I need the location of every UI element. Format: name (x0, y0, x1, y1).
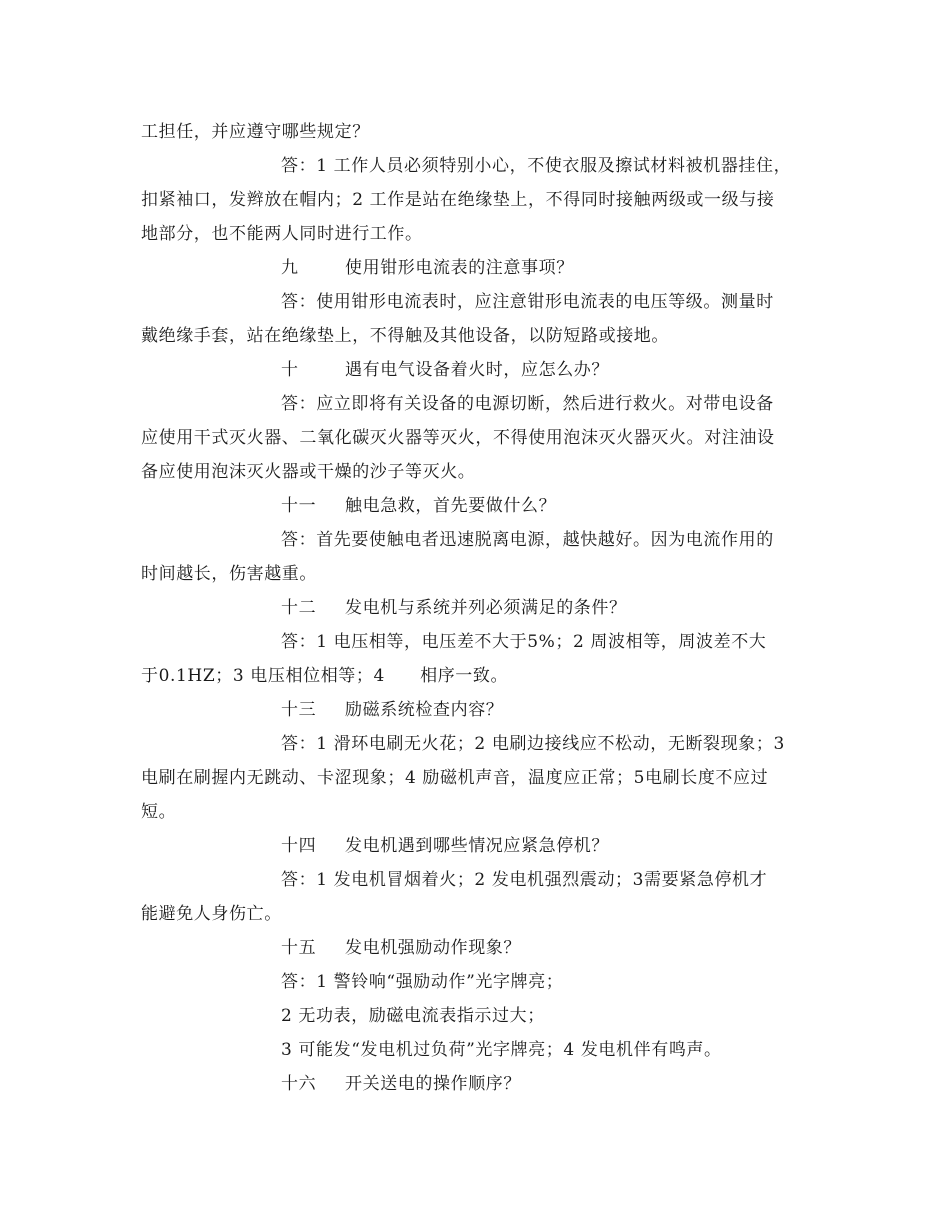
question-heading (141, 251, 813, 285)
answer-line: 答：应立即将有关设备的电源切断，然后进行救火。对带电设备 (281, 394, 774, 414)
answer-line: 答：使用钳形电流表时，应注意钳形电流表的电压等级。测量时 (281, 292, 774, 312)
answer-line: 短。 (141, 802, 177, 822)
question-number: 十四 (281, 836, 317, 856)
question-number: 十一 (281, 496, 317, 516)
question-heading (141, 489, 813, 523)
answer-line: 答：1 滑环电刷无火花；2 电刷边接线应不松动，无断裂现象；3 (281, 734, 785, 754)
question-text: 遇有电气设备着火时，应怎么办？ (345, 360, 609, 380)
question-number: 十五 (281, 938, 317, 958)
answer-line: 于0.1HZ；3 电压相位相等；4 相序一致。 (141, 666, 509, 686)
question-text: 使用钳形电流表的注意事项？ (345, 258, 574, 278)
question-number: 十三 (281, 700, 317, 720)
answer-line: 应使用干式灭火器、二氧化碳灭火器等灭火，不得使用泡沫灭火器灭火。对注油设 (141, 428, 775, 448)
question-number: 十二 (281, 598, 317, 618)
answer-line: 能避免人身伤亡。 (141, 904, 282, 924)
answer-line: 答：1 电压相等，电压差不大于5%；2 周波相等，周波差不大 (281, 632, 767, 652)
question-text: 发电机强励动作现象？ (345, 938, 521, 958)
question-number: 九 (281, 258, 299, 278)
question-heading (141, 931, 813, 965)
question-heading (141, 1067, 813, 1101)
question-heading (141, 829, 813, 863)
answer-line: 答：首先要使触电者迅速脱离电源，越快越好。因为电流作用的 (281, 530, 774, 550)
answer-line: 地部分，也不能两人同时进行工作。 (141, 224, 423, 244)
question-text: 开关送电的操作顺序？ (345, 1074, 521, 1094)
question-heading (141, 693, 813, 727)
answer-line: 答：1 警铃响“强励动作”光字牌亮； (281, 972, 564, 992)
answer-line: 答：1 发电机冒烟着火；2 发电机强烈震动；3需要紧急停机才 (281, 870, 768, 890)
answer-line: 时间越长，伤害越重。 (141, 564, 317, 584)
question-heading (141, 353, 813, 387)
question-number: 十六 (281, 1074, 317, 1094)
question-text: 励磁系统检查内容？ (345, 700, 504, 720)
question-heading (141, 591, 813, 625)
intro-tail-line: 工担任，并应遵守哪些规定？ (141, 122, 370, 142)
answer-line: 2 无功表，励磁电流表指示过大； (281, 1006, 545, 1026)
answer-line: 戴绝缘手套，站在绝缘垫上，不得触及其他设备，以防短路或接地。 (141, 326, 669, 346)
answer-line: 备应使用泡沫灭火器或干燥的沙子等灭火。 (141, 462, 476, 482)
question-text: 发电机与系统并列必须满足的条件？ (345, 598, 627, 618)
answer-line: 电刷在刷握内无跳动、卡涩现象；4 励磁机声音，温度应正常；5电刷长度不应过 (141, 768, 769, 788)
question-text: 触电急救，首先要做什么？ (345, 496, 557, 516)
answer-line: 3 可能发“发电机过负荷”光字牌亮；4 发电机伴有鸣声。 (281, 1040, 722, 1060)
answer-line: 扣紧袖口，发辫放在帽内；2 工作是站在绝缘垫上，不得同时接触两级或一级与接 (141, 190, 775, 210)
question-text: 发电机遇到哪些情况应紧急停机？ (345, 836, 609, 856)
document-body (141, 115, 813, 1101)
question-number: 十 (281, 360, 299, 380)
answer-line: 答：1 工作人员必须特别小心，不使衣服及擦试材料被机器挂住， (281, 156, 792, 176)
